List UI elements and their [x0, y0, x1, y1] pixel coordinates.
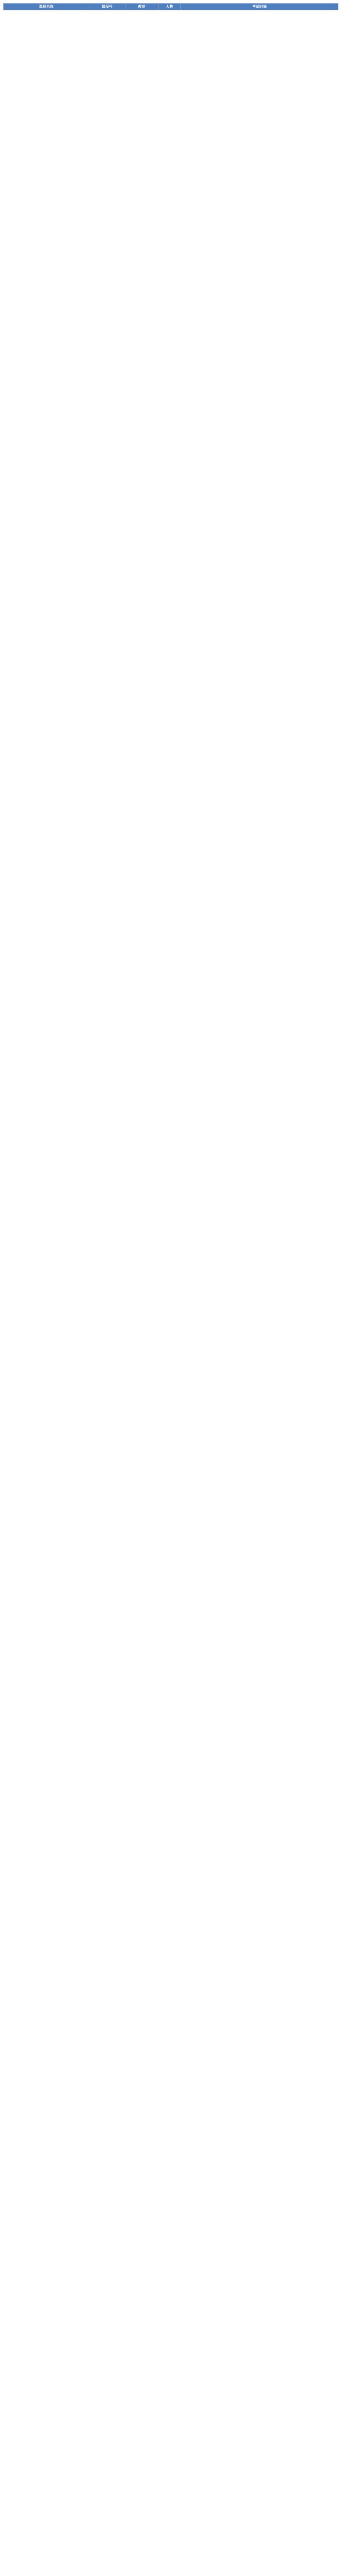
- column-header-room: 教室: [125, 4, 158, 10]
- column-header-name: 课程名称: [4, 4, 89, 10]
- table-header: [4, 4, 338, 10]
- exam-schedule-sheet: [0, 0, 341, 13]
- column-header-code: 课程号: [89, 4, 125, 10]
- column-header-count: 人数: [158, 4, 181, 10]
- exam-schedule-table: [3, 3, 338, 10]
- column-header-time: 考试时间: [181, 4, 338, 10]
- header-row: [4, 4, 338, 10]
